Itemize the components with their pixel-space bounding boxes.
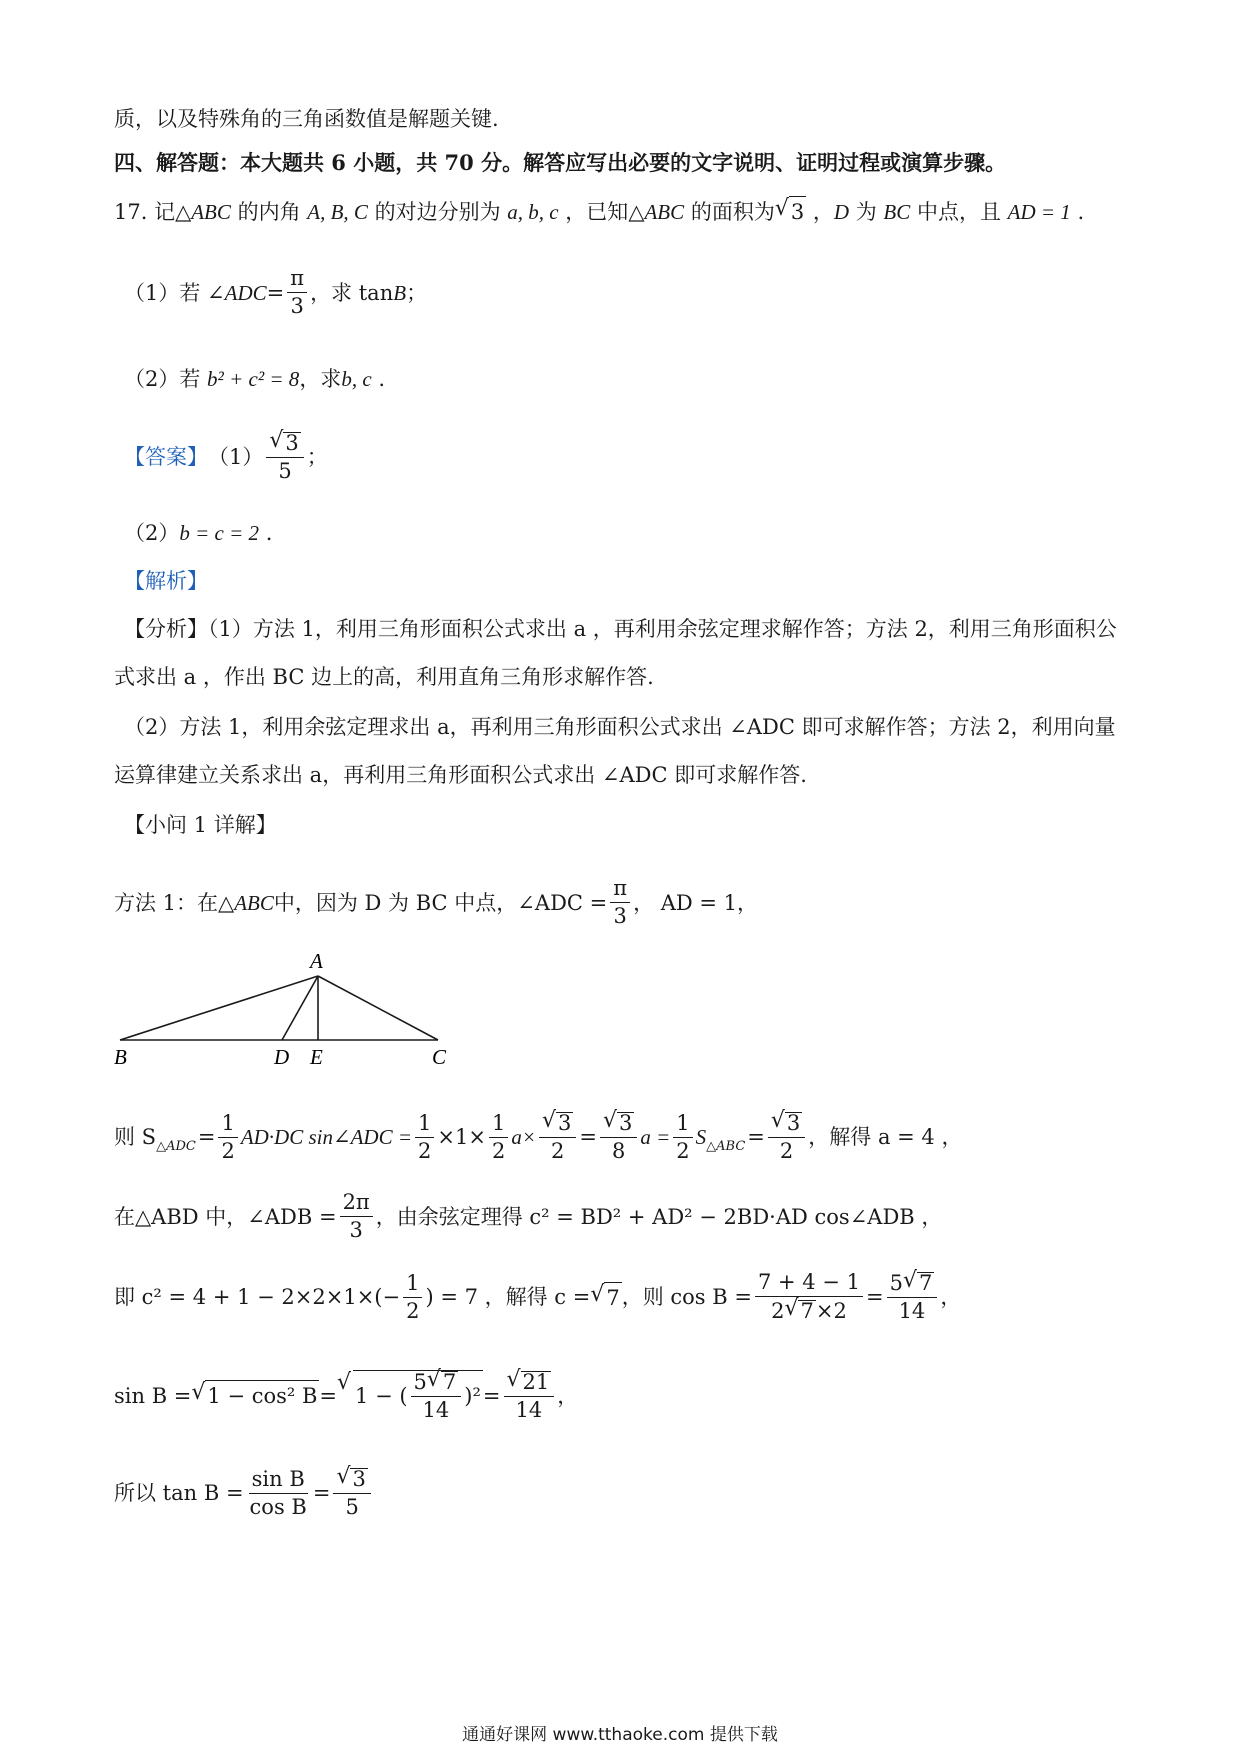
fraction: $\frac{2\pi}{3}$: [340, 1192, 373, 1241]
text-fragment: =: [312, 1481, 331, 1505]
text-fragment: （2）若: [124, 367, 208, 391]
text-fragment: ，求: [299, 367, 342, 391]
text-fragment: =: [865, 1285, 884, 1309]
text-line: 质，以及特殊角的三角函数值是解题关键.: [114, 107, 499, 131]
text-fragment: sin B =: [114, 1383, 192, 1408]
triangle-icon: △: [218, 890, 235, 915]
label-a: A: [310, 949, 323, 973]
fraction: $\frac{1}{2}$: [673, 1113, 692, 1162]
fraction: √ $\frac{3}{8}$: [600, 1112, 637, 1162]
segment-ac: [318, 976, 438, 1040]
text-fragment: =: [319, 1383, 338, 1408]
equation-5: [114, 1468, 374, 1518]
text-fragment: 为: [849, 200, 884, 224]
text-fragment: ，求 tan: [310, 280, 394, 305]
equation-4: [114, 1370, 578, 1421]
fraction: $\frac{\pi}{3}$: [610, 878, 630, 927]
fraction: $\frac{7 + 4 - 1}{2√ 7\times 2}$: [755, 1272, 863, 1322]
text-fragment: AD·DC sin∠ADC =: [240, 1125, 413, 1149]
label-d: D: [274, 1045, 290, 1068]
sqrt: √ 3: [775, 196, 806, 227]
text-fragment: BC: [883, 200, 911, 224]
method-1-line: [114, 878, 758, 927]
text-fragment: 即 c² = 4 + 1 − 2×2×1×(−: [114, 1285, 401, 1309]
label-c: C: [432, 1045, 447, 1068]
fraction: $\frac{1}{2}$: [415, 1113, 434, 1162]
fraction: √ $\frac{21}{14}$: [504, 1371, 555, 1421]
text-fragment: ，: [940, 1285, 962, 1309]
triangle-figure: [110, 948, 450, 1068]
answer-2: [124, 518, 272, 548]
fraction: $\frac{1}{2}$: [403, 1273, 422, 1322]
fraction: √ $\frac{3}{2}$: [768, 1112, 805, 1162]
text-fragment: 的对边分别为: [367, 200, 508, 224]
text-fragment: a×: [511, 1125, 536, 1149]
answer-1: [124, 432, 328, 482]
fraction: √ $\frac{3}{2}$: [539, 1112, 576, 1162]
text-fragment: =: [579, 1125, 597, 1149]
analysis-line-4: 运算律建立关系求出 a，再利用三角形面积公式求出 ∠ADC 即可求解作答.: [114, 763, 807, 787]
text-fragment: ×1×: [437, 1125, 486, 1149]
text-fragment: AD = 1: [1007, 200, 1071, 224]
text-fragment: （1）若 ∠: [124, 280, 225, 305]
text-fragment: （2）: [124, 521, 180, 545]
fraction: $\frac{\pi}{3}$: [287, 268, 307, 317]
fraction: √ $\frac{3}{5}$: [266, 432, 303, 482]
text-fragment: ，: [806, 200, 834, 224]
text-fragment: 17. 记: [114, 200, 176, 224]
equation-1: [114, 1112, 962, 1162]
subscript: △ADC: [156, 1139, 196, 1154]
text-fragment: 所以 tan B =: [114, 1481, 244, 1505]
text-fragment: ，: [557, 1383, 579, 1408]
subquestion-1-heading: 【小问 1 详解】: [124, 813, 277, 837]
analysis-line-1: 【分析】（1）方法 1，利用三角形面积公式求出 a ，再利用余弦定理求解作答；方法 2，利用三角形面积公: [124, 617, 1117, 641]
text-fragment: ABC: [644, 200, 685, 224]
text-fragment: b² + c² = 8: [207, 367, 300, 391]
text-fragment: .: [371, 367, 385, 391]
text-fragment: 在△ABD 中，∠ADB =: [114, 1204, 337, 1229]
analysis-line-3: （2）方法 1，利用余弦定理求出 a，再利用三角形面积公式求出 ∠ADC 即可求解作答；方法 2，利用向量: [124, 715, 1116, 739]
fraction: $\frac{1}{2}$: [489, 1113, 508, 1162]
text-fragment: .: [259, 521, 273, 545]
analysis-line-2: 式求出 a ，作出 BC 边上的高，利用直角三角形求解作答.: [114, 665, 654, 689]
text-fragment: =: [197, 1125, 216, 1149]
section-heading: 四、解答题：本大题共 6 小题，共 70 分。解答应写出必要的文字说明、证明过程或演算步骤。: [114, 150, 1007, 175]
text-fragment: ， AD = 1，: [633, 890, 759, 915]
text-fragment: 中，因为 D 为 BC 中点，∠ADC =: [273, 890, 608, 915]
text-fragment: 的面积为: [684, 200, 775, 224]
text-fragment: S: [695, 1125, 707, 1149]
text-fragment: =: [482, 1383, 501, 1408]
text-fragment: ，解得 a = 4 ，: [808, 1125, 963, 1149]
sqrt: √ 1 − cos² B: [191, 1380, 319, 1411]
text-fragment: 中点，且: [910, 200, 1008, 224]
text-fragment: =: [747, 1125, 765, 1149]
problem-17: [114, 196, 1084, 227]
triangle-icon: △: [175, 200, 192, 224]
analysis-tag: 【解析】: [124, 569, 208, 593]
text-fragment: 的内角: [230, 200, 308, 224]
text-fragment: 方法 1：在: [114, 890, 219, 915]
text-fragment: （1）: [208, 445, 264, 469]
triangle-icon: △: [628, 200, 645, 224]
subquestion-1: [124, 268, 427, 317]
equation-2: [114, 1192, 942, 1241]
label-e: E: [310, 1045, 323, 1068]
sqrt: √ 7: [590, 1282, 621, 1313]
text-fragment: a, b, c: [507, 200, 559, 224]
text-fragment: ，由余弦定理得 c² = BD² + AD² − 2BD·AD cos∠ADB ，: [375, 1204, 943, 1229]
answer-tag: 【答案】: [124, 445, 208, 469]
text-fragment: .: [1070, 200, 1085, 224]
label-b: B: [114, 1045, 127, 1068]
sqrt: √ 1 − ( $\frac{5√ 7}{14}$ )²: [337, 1370, 483, 1421]
subquestion-2: [124, 364, 385, 394]
fraction: $\frac{5√ 7}{14}$: [887, 1272, 938, 1322]
text-fragment: B: [393, 280, 407, 305]
text-fragment: =: [266, 280, 285, 305]
fraction: $\frac{1}{2}$: [218, 1113, 237, 1162]
text-fragment: ，已知: [558, 200, 629, 224]
text-fragment: ABC: [191, 200, 231, 224]
text-fragment: D: [833, 200, 850, 224]
text-fragment: ；: [306, 445, 328, 469]
equation-3: [114, 1272, 961, 1322]
text-fragment: A, B, C: [307, 200, 368, 224]
text-fragment: b = c = 2: [179, 521, 260, 545]
text-fragment: ；: [406, 280, 428, 305]
page-footer: 通通好课网 www.tthaoke.com 提供下载: [462, 1725, 778, 1745]
fraction: $\frac{\text{sin B}}{\text{cos B}}$: [249, 1466, 307, 1519]
text-fragment: a =: [640, 1125, 671, 1149]
text-fragment: ，则 cos B =: [621, 1285, 752, 1309]
text-fragment: 则 S: [114, 1125, 157, 1149]
text-fragment: ADC: [224, 280, 267, 305]
fraction: √ $\frac{3}{5}$: [333, 1468, 370, 1518]
text-fragment: ABC: [234, 890, 274, 915]
text-fragment: b, c: [341, 367, 372, 391]
text-fragment: ) = 7 ，解得 c =: [425, 1285, 591, 1309]
subscript: △ABC: [706, 1139, 746, 1154]
